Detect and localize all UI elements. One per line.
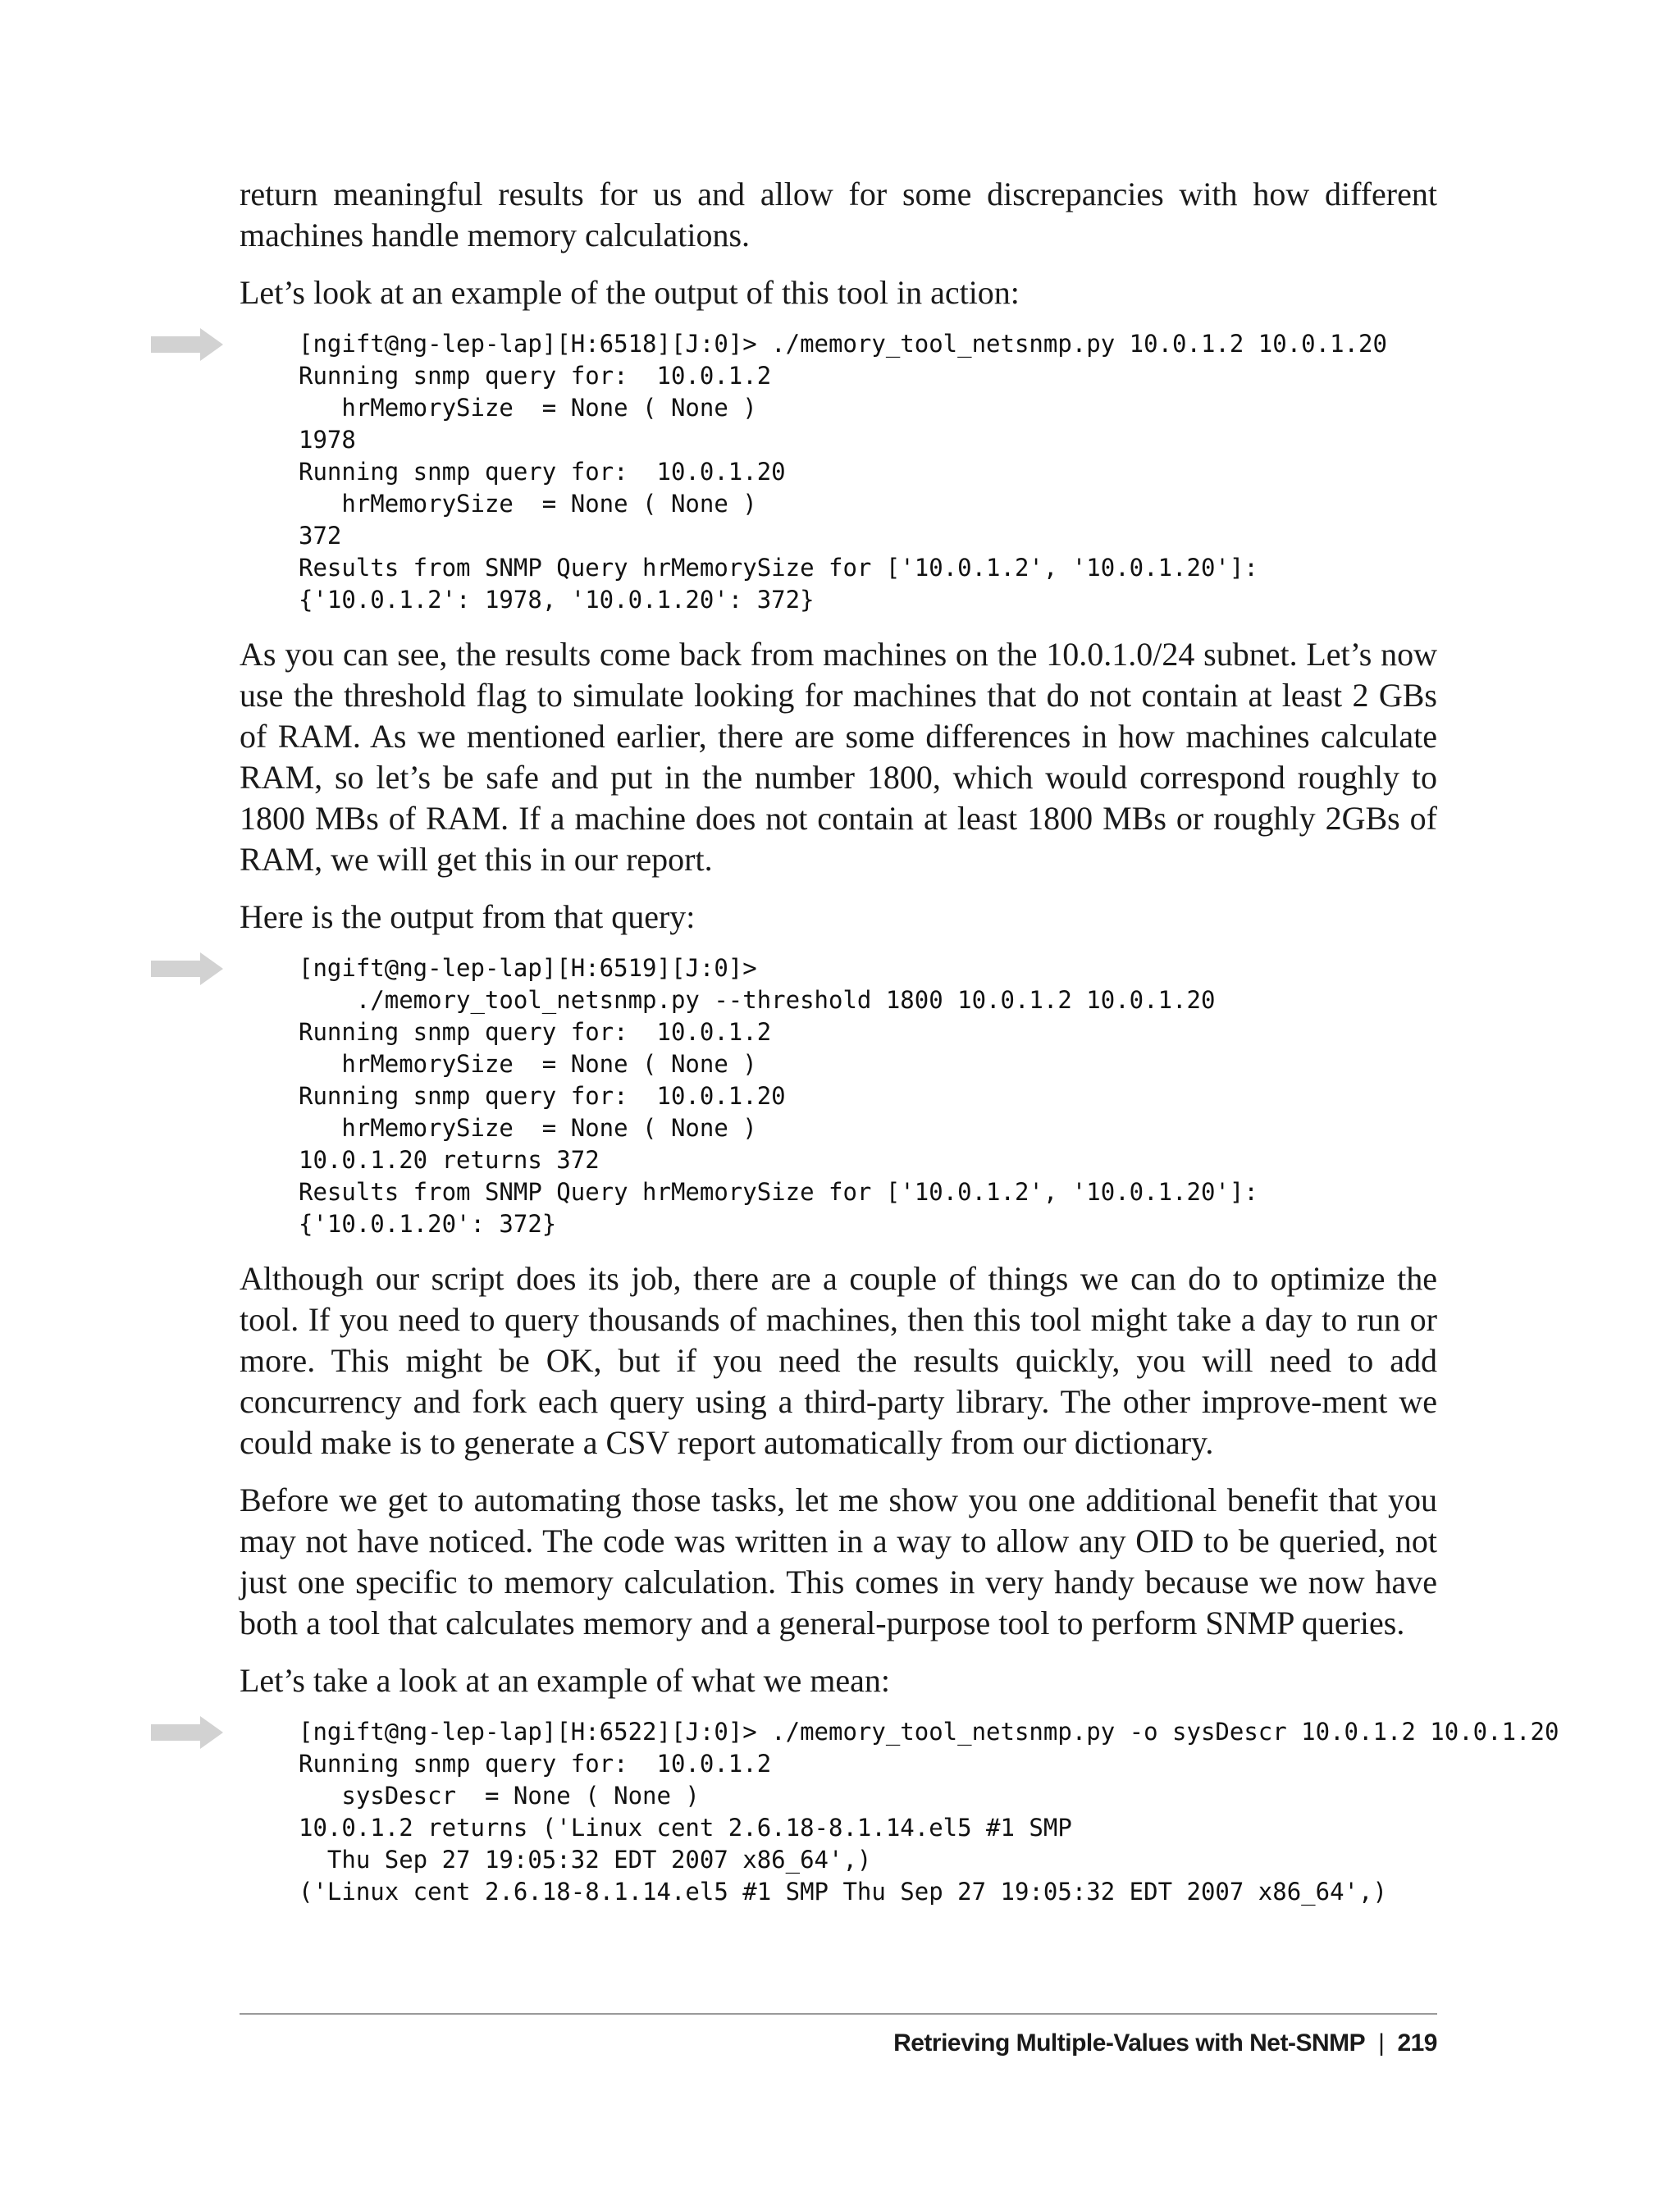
paragraph-3: As you can see, the results come back from machines on the 10.0.1.0/24 subnet. Let’s now use the threshold flag to simulate looking for machines that do not contain at least 2 GBs of RAM. As we mentioned earlier, there are some differences in how machines calculate RAM, so let’s be safe and put in the number 1800, which would correspond roughly to 1800 MBs of RAM. If a machine does not contain at least 1800 MBs or roughly 2GBs of RAM, we will get this in our report. (240, 636, 1437, 878)
paragraph-2: Let’s look at an example of the output of this tool in action: (240, 274, 1020, 311)
page-footer (893, 2029, 1437, 2057)
arrow-right-icon (151, 952, 223, 985)
code-block-2: [ngift@ng-lep-lap][H:6519][J:0]> ./memory_tool_netsnmp.py --threshold 1800 10.0.1.2 10.0.1.20 Running snmp query for: 10.0.1.2 hrMemorySize = None ( None ) Running snmp query for: 10.0.1.20 hrMemorySize = None ( None ) 10.0.1.20 returns 372 Results from SNMP Query hrMemorySize for ['10.0.1.2', '10.0.1.20']: {'10.0.1.20': 372} (299, 954, 1258, 1238)
paragraph-1: return meaningful results for us and allow for some discrepancies with how different machines handle memory calculations. (240, 176, 1437, 253)
footer-section-title: Retrieving Multiple-Values with Net-SNMP (893, 2029, 1366, 2057)
paragraph-5: Although our script does its job, there are a couple of things we can do to optimize the tool. If you need to query thousands of machines, then this tool might take a day to run or more. This might be OK, but if you need the results quickly, you will need to add concurrency and fork each query using a third-party library. The other improve-ment we could make is to generate a CSV report automatically from our dictionary. (240, 1260, 1437, 1461)
code-block-3: [ngift@ng-lep-lap][H:6522][J:0]> ./memory_tool_netsnmp.py -o sysDescr 10.0.1.2 10.0.1.20 Running snmp query for: 10.0.1.2 sysDescr = None ( None ) 10.0.1.2 returns ('Linux cent 2.6.18-8.1.14.el5 #1 SMP Thu Sep 27 19:05:32 EDT 2007 x86_64',) ('Linux cent 2.6.18-8.1.14.el5 #1 SMP Thu Sep 27 19:05:32 EDT 2007 x86_64',) (299, 1718, 1559, 1906)
paragraph-7: Let’s take a look at an example of what we mean: (240, 1662, 891, 1699)
arrow-right-icon (151, 1716, 223, 1749)
code-example-1 (240, 328, 1437, 616)
code-example-2 (240, 952, 1437, 1240)
paragraph-6: Before we get to automating those tasks, let me show you one additional benefit that you may not have noticed. The code was written in a way to allow any OID to be queried, not just one specific to memory calculation. This comes in very handy because we now have both a tool that calculates memory and a general-purpose tool to perform SNMP queries. (240, 1481, 1437, 1641)
footer-rule (240, 2013, 1437, 2015)
paragraph-4: Here is the output from that query: (240, 898, 696, 935)
footer-separator: | (1378, 2029, 1385, 2057)
code-example-3 (240, 1716, 1559, 1908)
page-body (240, 174, 1559, 1908)
code-block-1: [ngift@ng-lep-lap][H:6518][J:0]> ./memory_tool_netsnmp.py 10.0.1.2 10.0.1.20 Running snmp query for: 10.0.1.2 hrMemorySize = None ( None ) 1978 Running snmp query for: 10.0.1.20 hrMemorySize = None ( None ) 372 Results from SNMP Query hrMemorySize for ['10.0.1.2', '10.0.1.20']: {'10.0.1.2': 1978, '10.0.1.20': 372} (299, 330, 1387, 614)
arrow-right-icon (151, 328, 223, 361)
page-number: 219 (1397, 2029, 1437, 2057)
